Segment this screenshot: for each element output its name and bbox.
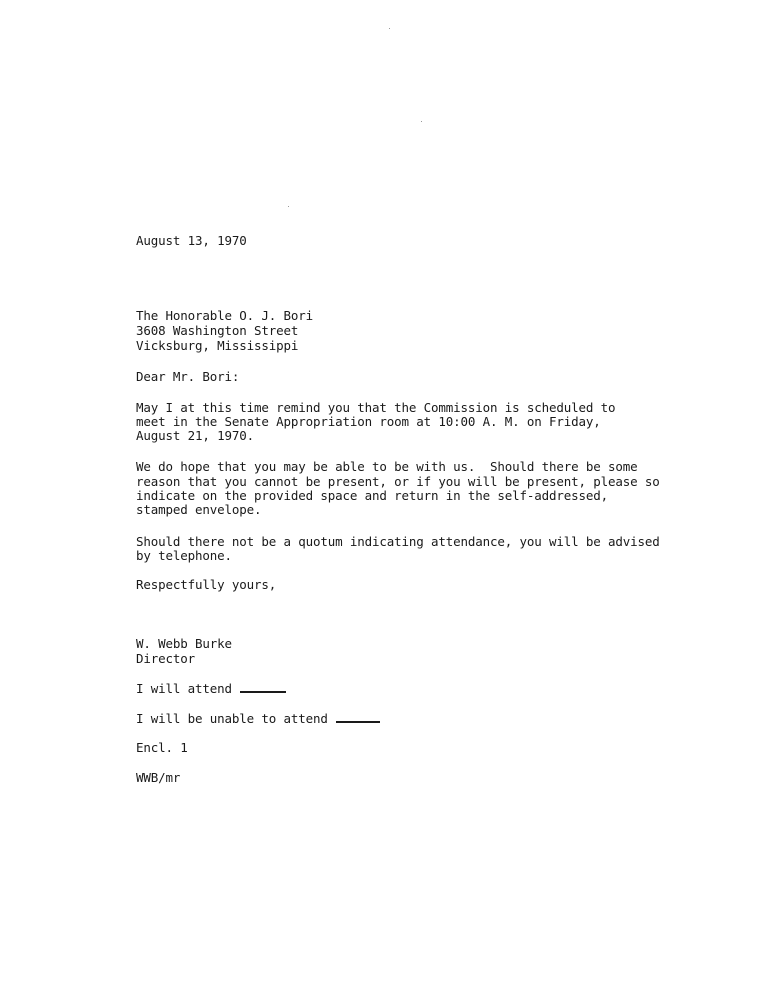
paragraph-2-line: We do hope that you may be able to be with us. Should there be some [136,459,638,474]
paragraph-3-line: by telephone. [136,548,232,563]
enclosure: Encl. 1 [136,740,188,755]
scan-speck [288,206,289,207]
unable-label: I will be unable to attend [136,711,328,726]
initials: WWB/mr [136,770,181,785]
recipient-city: Vicksburg, Mississippi [136,338,299,353]
closing: Respectfully yours, [136,577,277,592]
attend-label: I will attend [136,681,232,696]
attend-reply-line [136,681,286,697]
attend-blank[interactable] [240,681,286,693]
letter-date: August 13, 1970 [136,233,247,248]
paragraph-3-line: Should there not be a quotum indicating attendance, you will be advised [136,534,660,549]
recipient-street: 3608 Washington Street [136,323,299,338]
unable-blank[interactable] [336,711,380,723]
paragraph-1-line: August 21, 1970. [136,428,255,443]
paragraph-1-line: May I at this time remind you that the Commission is scheduled to [136,400,616,415]
recipient-name: The Honorable O. J. Bori [136,308,314,323]
paragraph-2-line: stamped envelope. [136,502,262,517]
paragraph-2-line: indicate on the provided space and return in the self-addressed, [136,488,609,503]
paragraph-1-line: meet in the Senate Appropriation room at 10:00 A. M. on Friday, [136,414,601,429]
signer-title: Director [136,651,196,666]
signer-name: W. Webb Burke [136,636,232,651]
unable-reply-line [136,711,380,727]
paragraph-2-line: reason that you cannot be present, or if you will be present, please so [136,474,660,489]
salutation: Dear Mr. Bori: [136,369,240,384]
scan-speck [389,28,390,29]
scan-speck [421,121,422,122]
